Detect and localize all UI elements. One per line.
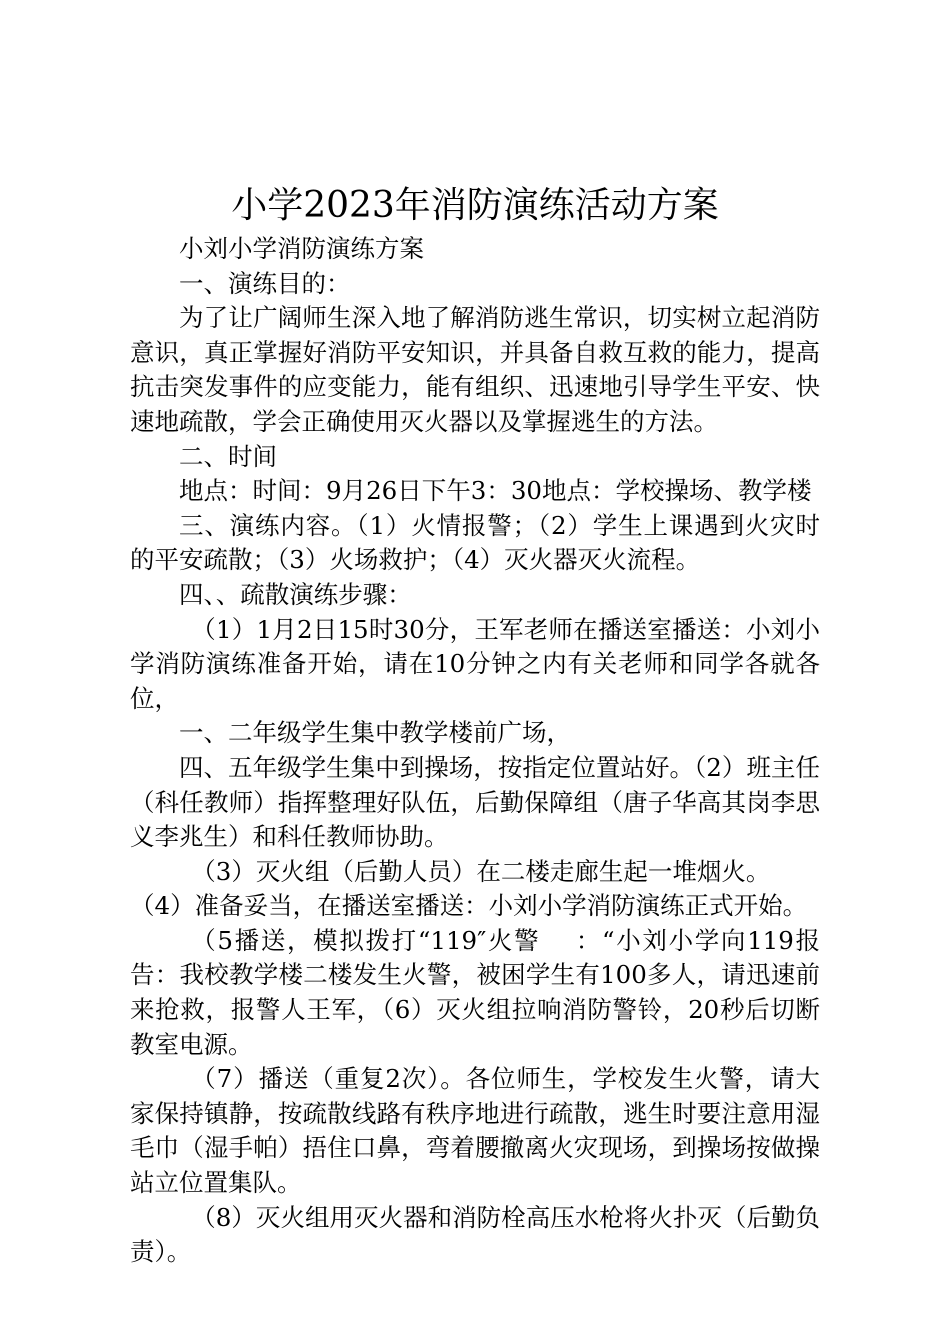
paragraph-section-time-heading: 二、时间 <box>179 441 277 471</box>
paragraph-plan-name: 小刘小学消防演练方案 <box>179 234 424 263</box>
paragraph-grades-1-2: 一、二年级学生集中教学楼前广场， <box>179 718 571 748</box>
paragraph-section-steps-heading: 四、、疏散演练步骤： <box>179 579 412 609</box>
paragraph-step-8: （8）灭火组用灭火器和消防栓高压水枪将火扑灭（后勤负责）。 <box>130 1202 820 1267</box>
paragraph-purpose: 为了让广阔师生深入地了解消防逃生常识，切实树立起消防意识，真正掌握好消防平安知识，并具备自救互救的能力，提高抗击突发事件的应变能力，能有组织、迅速地引导学生平安、快速地疏散，学会正确使用灭火器以及掌握逃生的方法。 <box>130 303 820 436</box>
paragraph-section-purpose-heading: 一、演练目的： <box>179 268 351 298</box>
paragraph-step-5-6: （5播送，模拟拨打“119″火警 ：“小刘小学向119报告：我校教学楼二楼发生火警，被困学生有100多人，请迅速前来抢救，报警人王军，（6）灭火组拉响消防警铃，20秒后切断教室电源。 <box>130 925 820 1059</box>
paragraph-grades-4-5: 四、五年级学生集中到操场，按指定位置站好。（2）班主任（科任教师）指挥整理好队伍，后勤保障组（唐子华高其岗李思义李兆生）和科任教师协助。 <box>130 752 820 852</box>
paragraph-step-4: （4）准备妥当，在播送室播送：小刘小学消防演练正式开始。 <box>130 891 808 921</box>
document-body <box>130 232 820 1270</box>
paragraph-step-3: （3）灭火组（后勤人员）在二楼走廊生起一堆烟火。 <box>191 856 771 886</box>
paragraph-step-7: （7）播送（重复2次）。各位师生，学校发生火警，请大家保持镇静，按疏散线路有秩序地进行疏散，逃生时要注意用湿毛巾（湿手帕）捂住口鼻，弯着腰撤离火灾现场，到操场按做操站立位置集队。 <box>130 1064 820 1198</box>
document-title: 小学2023年消防演练活动方案 <box>231 185 719 226</box>
paragraph-step-1: （1）1月2日15时30分，王军老师在播送室播送：小刘小学消防演练准备开始，请在10分钟之内有关老师和同学各就各位， <box>130 614 820 713</box>
paragraph-drill-content: 三、演练内容。（1）火情报警；（2）学生上课遇到火灾时的平安疏散；（3）火场救护；（4）灭火器灭火流程。 <box>130 510 820 575</box>
paragraph-time-location: 地点：时间：9月26日下午3：30地点：学校操场、教学楼 <box>179 476 812 506</box>
